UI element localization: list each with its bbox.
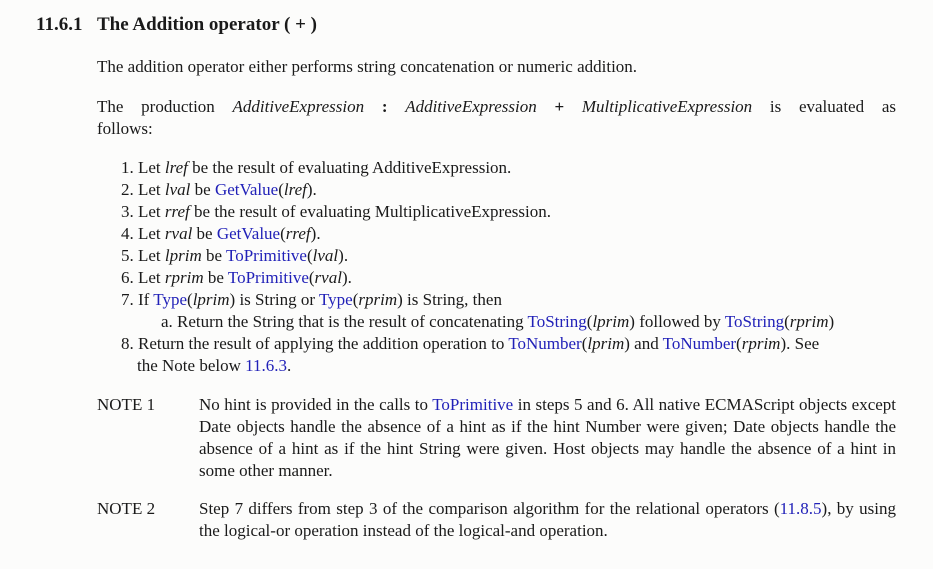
production-line2: follows: bbox=[97, 119, 153, 138]
variable: rprim bbox=[789, 312, 829, 331]
variable: rval bbox=[314, 268, 342, 287]
text: ( bbox=[736, 334, 742, 353]
variable: lprim bbox=[192, 290, 230, 309]
variable: lprim bbox=[592, 312, 630, 331]
variable: rprim bbox=[358, 290, 398, 309]
variable: rref bbox=[285, 224, 311, 243]
text: in steps 5 and 6. All native ECMAScript objects except Date objects handle the absence of a hint as if the hint Number were given; Date objects handle the absence of a hint as if the hint String were given. Host objects may handle the absence of a hint in some other manner. bbox=[199, 395, 897, 480]
text: ) followed by bbox=[629, 312, 725, 331]
link-type[interactable]: Type bbox=[153, 290, 188, 309]
text: Let bbox=[133, 268, 165, 287]
text: Let bbox=[133, 158, 165, 177]
variable: rval bbox=[164, 224, 193, 243]
step-7a bbox=[121, 311, 911, 333]
link-toprimitive[interactable]: ToPrimitive bbox=[227, 268, 309, 287]
note-body bbox=[199, 394, 896, 482]
nonterminal-lhs: AdditiveExpression bbox=[232, 97, 365, 116]
text: ). bbox=[341, 268, 352, 287]
note-label: NOTE 1 bbox=[97, 395, 156, 414]
text: ( bbox=[308, 268, 315, 287]
text: ). See bbox=[780, 334, 820, 353]
note-1 bbox=[97, 394, 896, 482]
variable: lprim bbox=[587, 334, 625, 353]
text: No hint is provided in the calls to bbox=[199, 395, 433, 414]
step-number: 7. bbox=[121, 290, 134, 309]
text: ). bbox=[310, 224, 321, 243]
step-number: 2. bbox=[121, 180, 134, 199]
text: ( bbox=[306, 246, 313, 265]
link-toprimitive[interactable]: ToPrimitive bbox=[226, 246, 307, 265]
nonterminal-rhs2: MultiplicativeExpression bbox=[581, 97, 753, 116]
link-tostring[interactable]: ToString bbox=[527, 312, 587, 331]
text: ). bbox=[338, 246, 349, 265]
text: Return the result of applying the addition operation to bbox=[133, 334, 509, 353]
step-number: 5. bbox=[121, 246, 134, 265]
text: ), by using the logical-or operation instead of the logical-and operation. bbox=[199, 499, 896, 540]
step-number: 1. bbox=[121, 158, 134, 177]
step-2 bbox=[121, 179, 911, 201]
text: production bbox=[141, 97, 215, 116]
text: the Note below bbox=[137, 356, 246, 375]
text: ( bbox=[581, 334, 588, 353]
text: evaluated bbox=[798, 97, 865, 116]
note-body bbox=[199, 498, 896, 542]
variable: rref bbox=[164, 202, 190, 221]
step-number: 8. bbox=[121, 334, 134, 353]
text: The bbox=[97, 97, 124, 116]
step-7 bbox=[121, 289, 911, 311]
variable: lval bbox=[164, 180, 191, 199]
variable: lval bbox=[312, 246, 339, 265]
text: be bbox=[203, 268, 228, 287]
step-number: a. bbox=[161, 312, 173, 331]
text: If bbox=[133, 290, 154, 309]
text: Return the String that is the result of concatenating bbox=[172, 312, 528, 331]
step-1 bbox=[121, 157, 911, 179]
variable: lref bbox=[283, 180, 307, 199]
link-type[interactable]: Type bbox=[318, 290, 353, 309]
section-heading bbox=[36, 14, 317, 36]
step-number: 4. bbox=[121, 224, 134, 243]
step-8-continued bbox=[121, 355, 911, 377]
nonterminal-rhs1: AdditiveExpression bbox=[405, 97, 537, 116]
step-number: 6. bbox=[121, 268, 134, 287]
text: ( bbox=[784, 312, 790, 331]
link-getvalue[interactable]: GetValue bbox=[214, 180, 279, 199]
note-label: NOTE 2 bbox=[97, 499, 156, 518]
text: ) is String, then bbox=[397, 290, 502, 309]
text: be the result of evaluating AdditiveExpression. bbox=[187, 158, 512, 177]
variable: lprim bbox=[164, 246, 202, 265]
text: ( bbox=[352, 290, 359, 309]
link-section-11-6-3[interactable]: 11.6.3 bbox=[245, 356, 287, 375]
text: Step 7 differs from step 3 of the comparison algorithm for the relational operators ( bbox=[199, 499, 780, 518]
step-5 bbox=[121, 245, 911, 267]
text: ( bbox=[187, 290, 193, 309]
text: ) bbox=[828, 312, 835, 331]
step-4 bbox=[121, 223, 911, 245]
link-toprimitive[interactable]: ToPrimitive bbox=[432, 395, 514, 414]
text: be bbox=[192, 224, 217, 243]
link-tonumber[interactable]: ToNumber bbox=[662, 334, 737, 353]
text: as bbox=[881, 97, 896, 116]
section-title: The Addition operator ( + ) bbox=[97, 14, 318, 35]
link-tostring[interactable]: ToString bbox=[724, 312, 785, 331]
text: ) and bbox=[624, 334, 663, 353]
text: ( bbox=[278, 180, 284, 199]
plus-symbol: + bbox=[554, 97, 565, 116]
text: ( bbox=[280, 224, 286, 243]
text: is bbox=[769, 97, 782, 116]
step-number: 3. bbox=[121, 202, 134, 221]
step-3 bbox=[121, 201, 911, 223]
variable: rprim bbox=[741, 334, 781, 353]
text: ( bbox=[586, 312, 593, 331]
section-number: 11.6.1 bbox=[36, 14, 83, 35]
step-6 bbox=[121, 267, 911, 289]
text: Let bbox=[133, 180, 165, 199]
text: Let bbox=[133, 202, 165, 221]
production-paragraph bbox=[97, 96, 896, 140]
text: ). bbox=[306, 180, 317, 199]
text: Let bbox=[133, 246, 165, 265]
text: . bbox=[286, 356, 292, 375]
variable: rprim bbox=[164, 268, 204, 287]
algorithm-steps bbox=[121, 157, 911, 377]
text: Let bbox=[133, 224, 165, 243]
link-getvalue[interactable]: GetValue bbox=[216, 224, 281, 243]
intro-paragraph: The addition operator either performs string concatenation or numeric addition. bbox=[97, 57, 638, 76]
text: be bbox=[201, 246, 226, 265]
text: be the result of evaluating MultiplicativeExpression. bbox=[189, 202, 551, 221]
note-2 bbox=[97, 498, 896, 542]
text: be bbox=[190, 180, 215, 199]
link-section-11-8-5[interactable]: 11.8.5 bbox=[779, 499, 822, 518]
variable: lref bbox=[164, 158, 188, 177]
text: ) is String or bbox=[229, 290, 319, 309]
production-colon: : bbox=[381, 97, 388, 116]
step-8 bbox=[121, 333, 911, 355]
link-tonumber[interactable]: ToNumber bbox=[508, 334, 582, 353]
